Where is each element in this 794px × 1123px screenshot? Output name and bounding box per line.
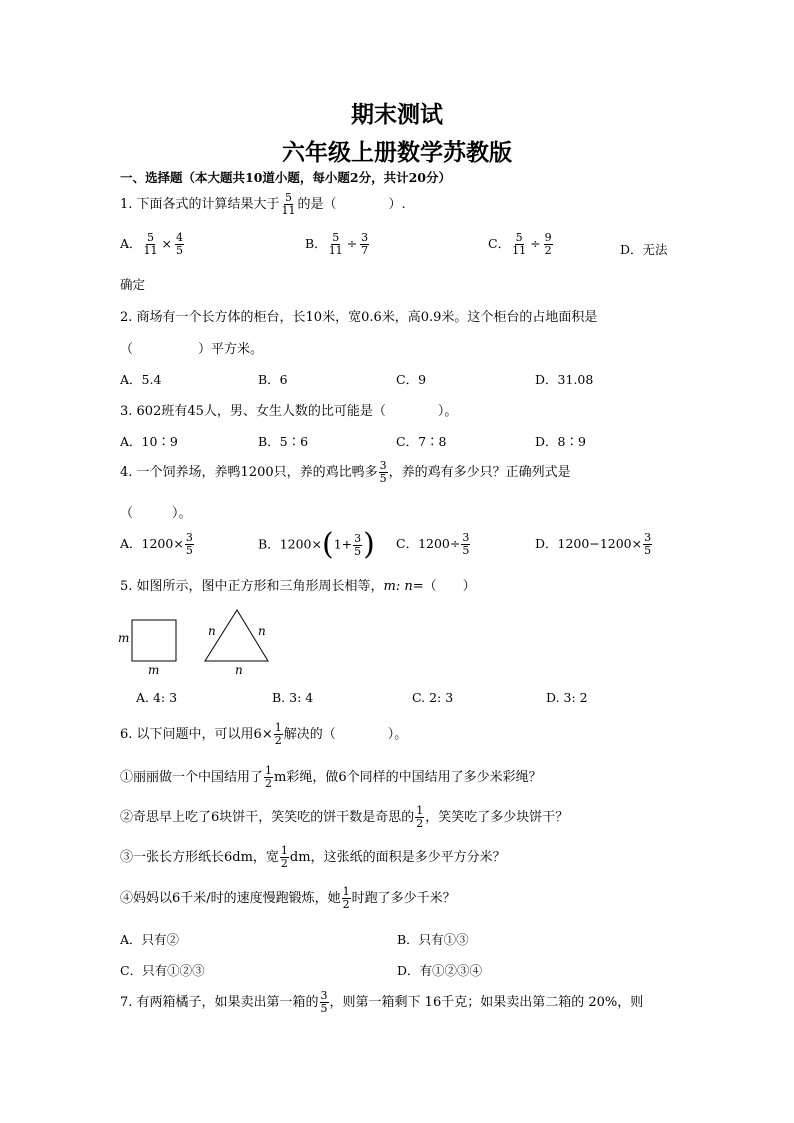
- q5-option-a[interactable]: A. 4: 3: [136, 690, 178, 705]
- q2-option-d[interactable]: D．31.08: [535, 372, 594, 387]
- q6-option-d[interactable]: D．有①②③④: [397, 963, 483, 978]
- question-4-line2: （ ）。: [120, 506, 192, 521]
- square-shape: [132, 620, 176, 661]
- q1-text-b: 的是（ ）.: [297, 197, 406, 212]
- q3-option-b[interactable]: B．5∶6: [258, 434, 309, 449]
- question-4: 4. 一个饲养场，养鸭1200只，养的鸡比鸭多 $\frac{3}{5}$ ，养的鸡有多少只？正确列式是: [120, 459, 571, 485]
- q5-option-c[interactable]: C. 2: 3: [412, 690, 454, 705]
- q4-option-d[interactable]: D．1200−1200× $\frac{3}{5}$: [535, 531, 652, 557]
- q2-option-c[interactable]: C．9: [396, 372, 427, 387]
- q1-text-a: 1. 下面各式的计算结果大于: [120, 197, 280, 212]
- q1-option-d-cont: 确定: [120, 277, 146, 292]
- triangle-left-label: n: [208, 624, 216, 638]
- q5-option-d[interactable]: D. 3: 2: [546, 690, 588, 705]
- triangle-bottom-label: n: [235, 663, 243, 677]
- section-heading: 一、选择题（本大题共10道小题，每小题2分，共计20分）: [120, 170, 451, 185]
- question-6: 6. 以下问题中，可以用6× $\frac{1}{2}$ 解决的（ ）。: [120, 721, 408, 747]
- q1-option-a[interactable]: A． $\frac{5}{11}$ × $\frac{4}{5}$: [120, 231, 184, 257]
- q6-statement-4: ④妈妈以6千米/时的速度慢跑锻炼，她 $\frac{1}{2}$ 时跑了多少千米？: [120, 885, 456, 911]
- question-1: [120, 192, 406, 217]
- q5-figure: [110, 605, 280, 680]
- q1-fraction: $\frac{5}{11}$: [281, 191, 296, 217]
- q4-option-a[interactable]: A．1200× $\frac{3}{5}$: [120, 531, 193, 557]
- question-5: 5. 如图所示，图中正方形和三角形周长相等，m: n=（ ）: [120, 579, 476, 594]
- q6-statement-2: ②奇思早上吃了6块饼干，笑笑吃的饼干数是奇思的 $\frac{1}{2}$ ，笑笑吃了多少块饼干？: [120, 804, 569, 830]
- q4-fraction: $\frac{3}{5}$: [379, 459, 387, 485]
- question-3: 3. 602班有45人，男、女生人数的比可能是（ ）。: [120, 404, 458, 419]
- q1-option-b[interactable]: B． $\frac{5}{11}$ ÷ $\frac{3}{7}$: [305, 231, 369, 257]
- q4-option-b[interactable]: B．1200×(1+ $\frac{3}{5}$ ): [258, 527, 375, 562]
- q1-option-d[interactable]: D．无法: [620, 242, 668, 257]
- page-subtitle: 六年级上册数学苏教版: [282, 140, 512, 166]
- q3-option-d[interactable]: D．8∶9: [535, 434, 586, 449]
- q6-statement-3: ③一张长方形纸长6dm，宽 $\frac{1}{2}$ dm，这张纸的面积是多少平方分米？: [120, 844, 506, 870]
- q6-option-b[interactable]: B．只有①③: [397, 932, 469, 947]
- q6-option-a[interactable]: A．只有②: [120, 932, 180, 947]
- q3-option-c[interactable]: C．7∶8: [396, 434, 447, 449]
- question-2-line2: （ ）平方米。: [120, 342, 264, 357]
- square-bottom-label: m: [148, 663, 160, 677]
- q6-statement-1: ①丽丽做一个中国结用了 $\frac{1}{2}$ m彩绳，做6个同样的中国结用了多少米彩绳？: [120, 764, 542, 790]
- question-7: 7. 有两箱橘子，如果卖出第一箱的 $\frac{3}{5}$ ，则第一箱剩下 16千克；如果卖出第二箱的 20%，则: [120, 989, 644, 1015]
- q5-option-b[interactable]: B. 3: 4: [272, 690, 314, 705]
- q6-option-c[interactable]: C．只有①②③: [120, 963, 205, 978]
- triangle-right-label: n: [258, 624, 266, 638]
- question-2-line1: 2. 商场有一个长方体的柜台，长10米，宽0.6米，高0.9米。这个柜台的占地面积是: [120, 310, 598, 325]
- page-title: 期末测试: [351, 102, 443, 128]
- q3-option-a[interactable]: A．10∶9: [120, 434, 178, 449]
- square-side-label: m: [118, 631, 130, 645]
- q2-option-b[interactable]: B．6: [258, 372, 288, 387]
- q1-option-c[interactable]: C． $\frac{5}{11}$ ÷ $\frac{9}{2}$: [488, 231, 552, 257]
- q4-option-c[interactable]: C．1200÷ $\frac{3}{5}$: [396, 531, 470, 557]
- q2-option-a[interactable]: A．5.4: [120, 372, 162, 387]
